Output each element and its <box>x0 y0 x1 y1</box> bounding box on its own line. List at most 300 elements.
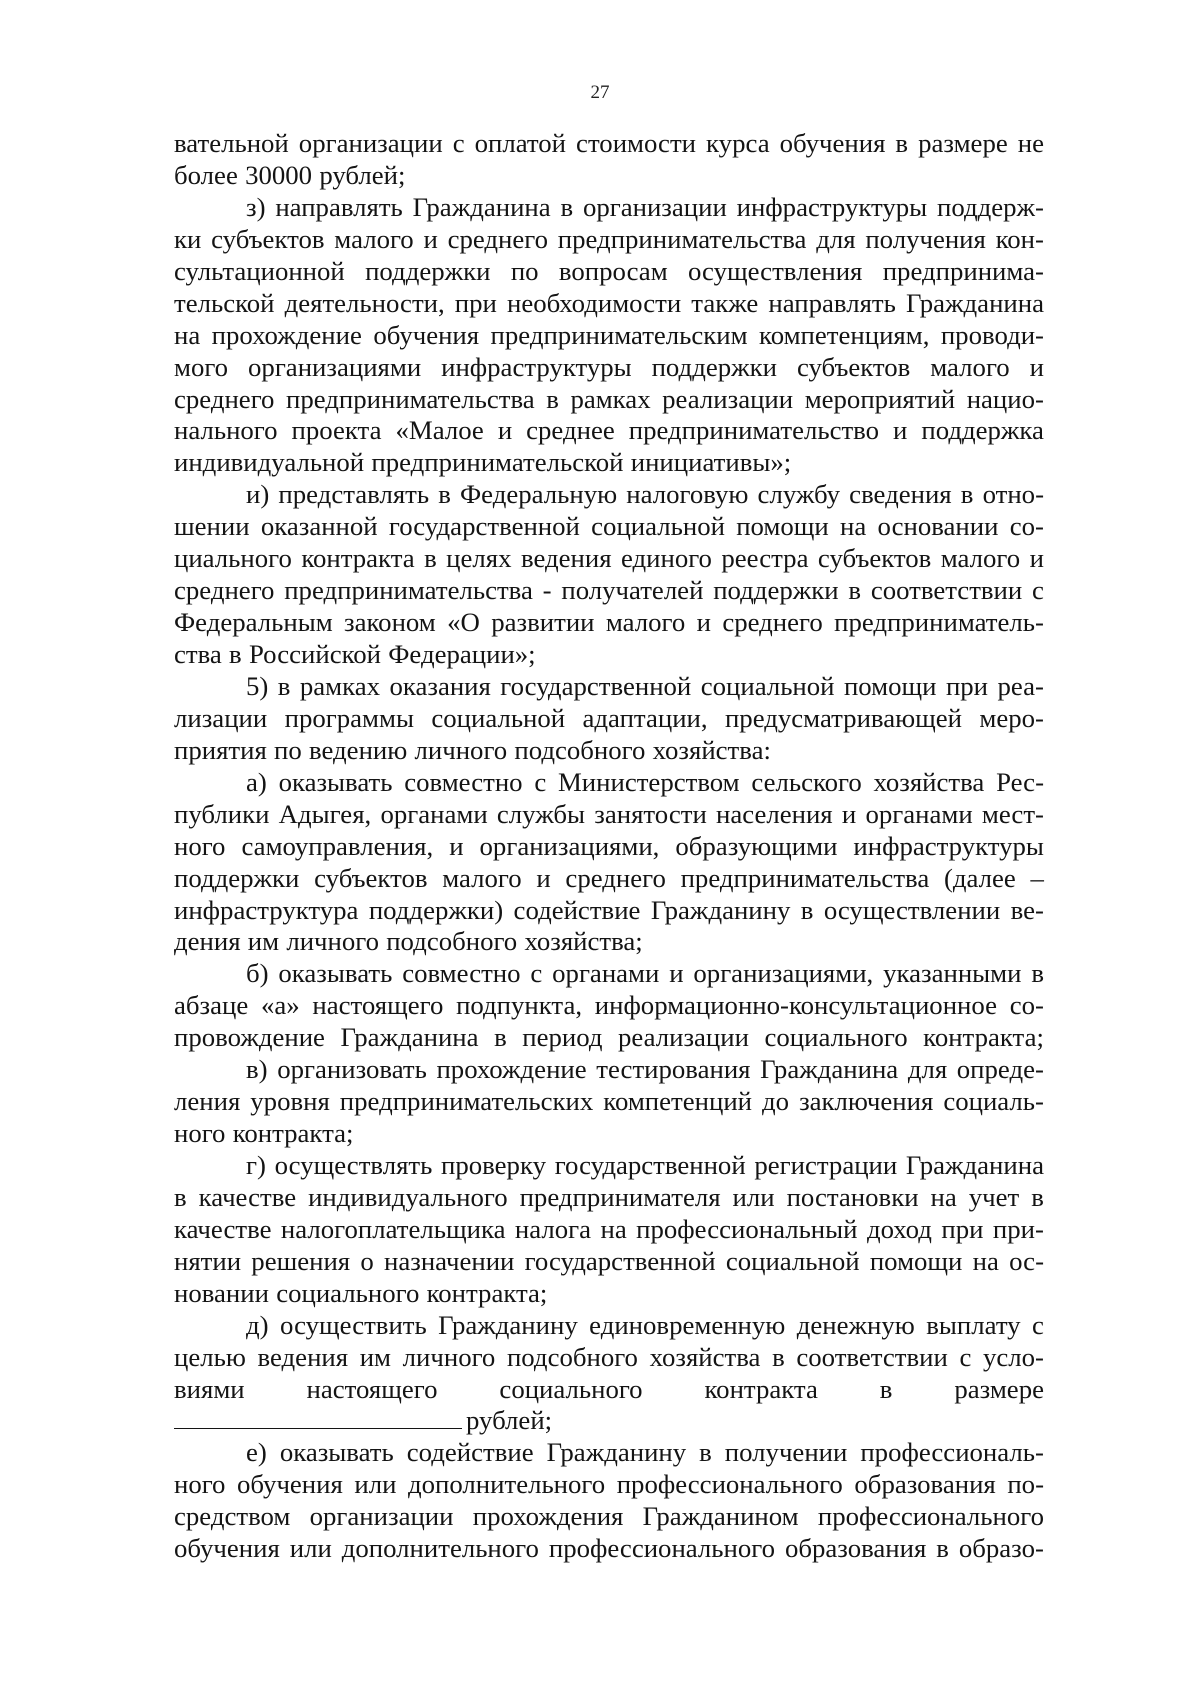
line-word: предпринимательство <box>628 415 880 446</box>
line-word: социального <box>276 1277 420 1308</box>
line-word: социальной <box>431 702 566 733</box>
line-word: контракта <box>704 1373 818 1404</box>
line-word: 5) <box>246 670 269 701</box>
text-line <box>174 607 1044 639</box>
text-line <box>174 1214 1044 1246</box>
line-word: подсобного <box>514 734 646 765</box>
line-word: Гражданина <box>340 1022 479 1053</box>
text-line <box>174 1310 1044 1342</box>
line-word: подсобного <box>386 926 518 957</box>
line-word: со- <box>1009 990 1044 1021</box>
line-word: организовать <box>277 1054 427 1085</box>
line-word: осуществлении <box>823 894 1001 925</box>
line-word: Гражданину <box>546 1437 687 1468</box>
line-word: целях <box>446 543 512 574</box>
line-word: Гражданина <box>905 287 1044 318</box>
line-word: провождение <box>174 1022 325 1053</box>
line-word: оказывать <box>278 958 393 989</box>
line-word: тельской <box>174 287 275 318</box>
line-word: Рес- <box>996 766 1044 797</box>
line-word: оказанной <box>260 511 378 542</box>
line-word: в <box>174 1181 187 1212</box>
line-word: на <box>840 511 867 542</box>
line-word: поддерж- <box>936 191 1044 222</box>
line-word: малого <box>605 607 686 638</box>
line-word: Министерством <box>557 766 740 797</box>
text-line <box>174 1342 1044 1374</box>
line-word: по <box>274 734 302 765</box>
line-word: по- <box>1007 1469 1044 1500</box>
line-word: малого <box>940 543 1021 574</box>
line-word: на <box>930 1181 957 1212</box>
text-line <box>174 895 1044 927</box>
line-word: информационно-консультационное <box>594 990 997 1021</box>
line-word: субъектов <box>796 351 911 382</box>
line-word: в) <box>246 1054 268 1085</box>
line-word: личного <box>402 1341 496 1372</box>
text-line <box>174 1118 1044 1150</box>
line-word: для <box>907 1054 948 1085</box>
line-word: настоящего <box>306 1373 438 1404</box>
line-word: а) <box>246 766 267 797</box>
text-line <box>174 543 1044 575</box>
line-word: и <box>841 798 857 829</box>
line-word: о <box>360 1245 374 1276</box>
body-text <box>174 128 1044 1565</box>
line-word: в <box>546 383 559 414</box>
line-word: стоимости <box>576 128 697 158</box>
line-word: сведения <box>849 479 952 510</box>
line-word: профессиональ- <box>860 1437 1044 1468</box>
line-word: оказывать <box>279 1437 394 1468</box>
line-word: единовременную <box>589 1309 786 1340</box>
line-word: Гражданином <box>642 1501 799 1532</box>
line-word: усло- <box>982 1341 1044 1372</box>
line-word: в <box>560 191 574 222</box>
line-word: налогоплательщика <box>280 1213 506 1244</box>
line-word: службы <box>496 798 586 829</box>
line-word: государственной <box>500 670 692 701</box>
line-word: государственной <box>554 1150 746 1180</box>
text-line <box>174 511 1044 543</box>
line-word: и <box>696 607 711 638</box>
line-word: хозяйства: <box>652 734 771 765</box>
line-word: Российской <box>248 639 381 669</box>
line-word: качестве <box>198 1181 297 1212</box>
line-word: в <box>960 479 974 510</box>
line-word: в <box>494 1022 507 1053</box>
line-word: содействие <box>513 894 641 925</box>
line-word: рублей; <box>319 159 406 190</box>
line-word: в <box>1031 1181 1044 1212</box>
line-word: ного <box>174 1469 226 1500</box>
line-word: не <box>1017 128 1044 158</box>
line-word: настоящего <box>312 990 444 1021</box>
line-word: циального <box>174 543 292 574</box>
line-word: инфраструктуры <box>853 830 1044 861</box>
line-word: в <box>424 543 437 574</box>
line-word: решения <box>251 1245 351 1276</box>
line-word: образо- <box>958 1533 1044 1564</box>
line-word: Гражданину <box>438 1309 578 1340</box>
line-word: лизации <box>174 702 268 733</box>
text-line <box>174 958 1044 990</box>
line-word: указанными <box>883 958 1022 989</box>
text-line <box>174 384 1044 416</box>
line-word: обучения <box>779 128 886 158</box>
line-word: меро- <box>979 702 1044 733</box>
line-word: виями <box>174 1373 245 1404</box>
line-word: ведению <box>309 734 408 765</box>
line-word: рублей; <box>466 1405 553 1436</box>
line-word: необходимости <box>506 287 682 318</box>
line-word: профессиональный <box>636 1213 858 1244</box>
line-word: или <box>289 1533 332 1564</box>
line-word: отно- <box>982 479 1044 510</box>
line-word: и <box>497 415 513 446</box>
line-word: 30000 <box>245 159 313 190</box>
line-word: занятости <box>594 798 707 829</box>
line-word: для <box>816 223 856 254</box>
line-word: организации <box>582 191 727 222</box>
line-word: вательной <box>174 128 289 158</box>
line-word: с <box>534 766 547 797</box>
line-word: (далее <box>943 862 1016 893</box>
line-word: тестирования <box>596 1054 751 1085</box>
text-line <box>174 1054 1044 1086</box>
line-word: и <box>449 830 464 861</box>
line-word: контракта; <box>232 1118 354 1149</box>
line-word: контракта; <box>426 1277 548 1308</box>
line-word: качестве <box>174 1213 272 1244</box>
line-word: ведения <box>520 543 612 574</box>
text-line <box>174 1374 1044 1406</box>
line-word: адаптации, <box>582 702 708 733</box>
line-word: дополнительного <box>341 1533 539 1564</box>
line-word: личного <box>286 926 379 957</box>
text-line <box>174 1469 1044 1501</box>
line-word: организации <box>298 128 443 158</box>
text-line <box>174 415 1044 447</box>
line-word: среднего <box>722 607 823 638</box>
line-word: предпринимательства <box>284 575 533 606</box>
line-word: проверку <box>441 1150 546 1180</box>
line-word: предпринимателя <box>519 1181 721 1212</box>
line-word: нацио- <box>966 383 1044 414</box>
line-word: среднего <box>174 575 275 606</box>
line-word: поддержки <box>651 351 777 382</box>
line-word: предпринимательских <box>339 1086 594 1117</box>
line-word: предприниматель- <box>834 607 1044 638</box>
line-word: государственной <box>524 1245 716 1276</box>
line-word: осуществить <box>280 1309 427 1340</box>
text-line <box>174 1246 1044 1278</box>
amount-blank-field <box>174 1427 462 1429</box>
line-word: ного <box>174 1118 226 1149</box>
line-word: социальной <box>700 670 835 701</box>
line-word: предпринимательства <box>680 862 930 893</box>
line-word: Гражданину <box>650 894 791 925</box>
line-word: средством <box>174 1501 291 1532</box>
line-word: уровня <box>250 1086 330 1117</box>
line-word: контракта <box>301 543 415 574</box>
line-word: сультационной <box>174 255 345 286</box>
line-word: вопросам <box>558 255 668 286</box>
text-line <box>174 575 1044 607</box>
line-word: Гражданина <box>412 191 551 222</box>
line-word: ства <box>174 639 222 669</box>
text-line <box>174 735 1044 767</box>
line-word: опреде- <box>956 1054 1044 1085</box>
line-word: самоуправления, <box>241 830 434 861</box>
line-word: г) <box>246 1150 266 1180</box>
line-word: предпринимательства <box>286 383 535 414</box>
line-word: курса <box>706 128 770 158</box>
line-word: в <box>699 1437 712 1468</box>
line-word: реестра <box>721 543 809 574</box>
line-word: обучения <box>174 1533 280 1564</box>
text-line <box>174 479 1044 511</box>
line-word: нального <box>174 415 278 446</box>
line-word: Федеральным <box>174 607 333 638</box>
text-line <box>174 831 1044 863</box>
line-word: субъектов <box>314 862 428 893</box>
line-word: нятии <box>174 1245 242 1276</box>
line-word: в <box>879 1373 893 1404</box>
line-word: организациями <box>248 351 422 382</box>
line-word: при <box>941 1213 984 1244</box>
line-word: социального <box>499 1373 643 1404</box>
line-word: оказывать <box>278 766 393 797</box>
line-word: осуществлять <box>274 1150 433 1180</box>
line-word: хозяйства <box>873 766 985 797</box>
line-word: оплатой <box>474 128 567 158</box>
line-word: поддержки <box>174 862 300 893</box>
line-word: предпринимательской <box>371 447 624 478</box>
line-word: им <box>247 926 280 957</box>
line-word: среднего <box>447 223 549 254</box>
line-word: и <box>536 862 551 893</box>
line-word: налоговую <box>626 479 749 510</box>
line-word: профессионального <box>548 1533 775 1564</box>
line-word: Адыгея, <box>278 798 372 829</box>
line-word: абзаце <box>174 990 249 1021</box>
line-word: заключения <box>799 1086 934 1117</box>
line-word: поддержки <box>365 255 491 286</box>
line-word: ве- <box>1010 894 1044 925</box>
line-word: при <box>454 287 497 318</box>
line-word: «Малое <box>395 415 484 446</box>
line-word: представлять <box>278 479 430 510</box>
text-line <box>174 352 1044 384</box>
text-line <box>174 990 1044 1022</box>
line-word: б) <box>246 958 269 989</box>
text-line <box>174 224 1044 256</box>
line-word: е) <box>246 1437 267 1468</box>
text-line <box>174 1150 1044 1182</box>
line-word: среднего <box>174 383 275 414</box>
line-word: направлять <box>768 287 896 318</box>
line-word: выплату <box>926 1309 1021 1340</box>
line-word: с <box>452 128 465 158</box>
line-word: поддержки) <box>368 894 504 925</box>
line-word: подпункта, <box>456 990 583 1021</box>
text-line <box>174 320 1044 352</box>
text-line <box>174 671 1044 703</box>
line-word: новании <box>174 1277 269 1308</box>
line-word: совместно <box>404 766 523 797</box>
line-word: д) <box>246 1309 269 1340</box>
text-line <box>174 256 1044 288</box>
line-word: профессионального <box>616 1469 843 1500</box>
line-word: и <box>1029 351 1044 382</box>
line-word: проекта <box>291 415 382 446</box>
text-line <box>174 288 1044 320</box>
line-word: и <box>893 415 908 446</box>
line-word: мест- <box>981 798 1044 829</box>
line-word: социальной <box>725 1245 860 1276</box>
text-line <box>174 1182 1044 1214</box>
line-word: кон- <box>995 223 1044 254</box>
line-word: целью <box>174 1341 246 1372</box>
line-word: индивидуального <box>308 1181 508 1212</box>
line-word: индивидуальной <box>174 447 365 478</box>
line-word: предпринима- <box>882 255 1044 286</box>
line-word: и <box>669 958 684 989</box>
line-word: – <box>1030 862 1044 893</box>
line-word: населения <box>716 798 833 829</box>
line-word: деятельности, <box>284 287 445 318</box>
line-word: мероприятий <box>804 383 956 414</box>
line-word: с <box>1032 575 1044 606</box>
text-line <box>174 1086 1044 1118</box>
text-line <box>174 863 1044 895</box>
line-word: компетенций <box>603 1086 753 1117</box>
text-line <box>174 799 1044 831</box>
line-word: органами <box>552 958 660 989</box>
line-word: при- <box>992 1213 1044 1244</box>
line-word: дополнительного <box>408 1469 606 1500</box>
line-word: компетенциям, <box>759 319 930 350</box>
line-word: со- <box>1009 511 1044 542</box>
text-line <box>174 1278 1044 1310</box>
line-word: в <box>277 670 291 701</box>
text-line <box>174 926 1044 958</box>
line-word: среднего <box>565 862 666 893</box>
line-word: организациями, <box>693 958 874 989</box>
line-word: денежную <box>796 1309 915 1340</box>
line-word: при <box>945 670 989 701</box>
line-word: развитии <box>491 607 595 638</box>
line-word: социальной <box>591 511 725 542</box>
line-word: субъектов <box>817 543 932 574</box>
line-word: Гражданина <box>760 1054 899 1085</box>
text-line <box>174 703 1044 735</box>
line-word: более <box>174 159 238 190</box>
text-line <box>174 192 1044 224</box>
line-word: малого <box>442 862 522 893</box>
text-line <box>174 447 1044 479</box>
line-word: социального <box>764 1022 908 1053</box>
line-word: законом <box>344 607 436 638</box>
text-line <box>174 1501 1044 1533</box>
line-word: предпринимательским <box>490 319 748 350</box>
line-word: в <box>438 479 451 510</box>
line-word: личного <box>414 734 508 765</box>
line-word: инфраструктура <box>174 894 359 925</box>
line-word: ос- <box>1009 1245 1044 1276</box>
line-word: и) <box>246 479 270 510</box>
line-word: инфраструктуры <box>441 351 632 382</box>
text-line <box>174 1437 1044 1469</box>
line-word: или <box>354 1469 397 1500</box>
line-word: прохождения <box>472 1501 624 1532</box>
line-word: осуществления <box>687 255 863 286</box>
line-word: с <box>530 958 543 989</box>
line-word: на <box>174 319 201 350</box>
line-word: получении <box>724 1437 848 1468</box>
line-word: сельского <box>751 766 862 797</box>
line-word: основании <box>877 511 999 542</box>
line-word: государственной <box>388 511 580 542</box>
line-word: доход <box>866 1213 932 1244</box>
line-word: ки <box>174 223 202 254</box>
line-word: помощи <box>869 1245 963 1276</box>
line-word: по <box>510 255 539 286</box>
line-word: соответствии <box>870 575 1023 606</box>
line-word: прохождение <box>436 1054 587 1085</box>
line-word: в <box>895 128 909 158</box>
line-word: учет <box>968 1181 1020 1212</box>
line-word: дения <box>174 926 241 957</box>
line-word: проводи- <box>940 319 1044 350</box>
text-line <box>174 128 1044 160</box>
page-number: 27 <box>590 82 610 103</box>
line-word: малого <box>334 223 414 254</box>
line-word: содействие <box>406 1437 534 1468</box>
line-word: хозяйства; <box>524 926 643 957</box>
line-word: Федеральную <box>460 479 618 510</box>
line-word: программы <box>284 702 414 733</box>
line-word: единого <box>620 543 712 574</box>
text-line <box>174 160 1044 192</box>
line-word: ления <box>174 1086 241 1117</box>
line-word: инфраструктуры <box>736 191 928 222</box>
line-word: субъектов <box>211 223 325 254</box>
line-word: инициативы»; <box>630 447 792 478</box>
line-word: мого <box>174 351 229 382</box>
line-word: образования <box>854 1469 996 1500</box>
line-word: в <box>772 1341 785 1372</box>
line-word: на <box>972 1245 999 1276</box>
text-line <box>174 1533 1044 1565</box>
line-word: предпринимательства <box>557 223 807 254</box>
line-word: получателей <box>561 575 704 606</box>
line-word: в <box>1031 958 1044 989</box>
line-word: Гражданина <box>905 1150 1044 1180</box>
line-word: поддержка <box>921 415 1044 446</box>
text-line <box>174 1022 1044 1054</box>
line-word: в <box>800 894 814 925</box>
line-word: профессионального <box>817 1501 1044 1532</box>
line-word: организации <box>309 1501 454 1532</box>
line-word: публики <box>174 798 270 829</box>
line-word: поддержки <box>713 575 839 606</box>
line-word: до <box>762 1086 790 1117</box>
line-word: контракта; <box>923 1022 1044 1053</box>
line-word: на <box>600 1213 627 1244</box>
line-word: шении <box>174 511 250 542</box>
